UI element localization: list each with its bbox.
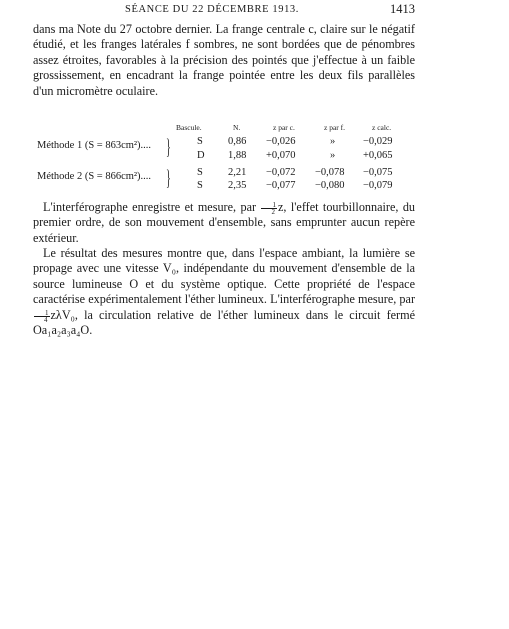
header-title: SÉANCE DU 22 DÉCEMBRE 1913. (125, 4, 299, 15)
header-bascule: Bascule. (176, 123, 202, 132)
fraction-numerator: 1 (34, 310, 50, 317)
row-3-z-par-c: −0,072 (266, 167, 296, 178)
row-1-z-par-f: » (330, 136, 336, 147)
row-1-z-par-c: −0,026 (266, 136, 296, 147)
method-1-label: Méthode 1 (S = 863cm²).... (37, 140, 152, 151)
row-2-z-calc: +0,065 (363, 150, 393, 161)
header-n: N. (233, 123, 241, 132)
row-3-n: 2,21 (228, 167, 247, 178)
running-header (33, 4, 415, 18)
row-1-z-calc: −0,029 (363, 136, 393, 147)
fraction-denominator: 4 (44, 315, 48, 324)
row-4-z-par-c: −0,077 (266, 180, 296, 191)
paragraph-3-end: zλV₀, la circulation relative de l'éther lumineux dans le circuit fermé Oa₁a₂a₃a₄O. (33, 307, 415, 338)
fraction-one-quarter (34, 310, 50, 323)
page-number: 1413 (390, 2, 415, 16)
brace-method-2: } (166, 165, 171, 190)
row-2-n: 1,88 (228, 150, 247, 161)
paragraph-2 (33, 200, 415, 246)
row-1-bascule: S (197, 136, 203, 147)
paragraph-2-start: L'interférographe enregistre et mesure, par (43, 200, 257, 214)
brace-method-1: } (166, 134, 171, 159)
row-3-bascule: S (197, 167, 203, 178)
header-z-par-c: z par c. (273, 123, 295, 132)
header-z-calc: z calc. (372, 123, 392, 132)
paragraph-1: dans ma Note du 27 octobre dernier. La frange centrale c, claire sur le négatif étudié, et les franges latérales f sombres, ne sont bordées que de pénombres assez étroites, favorables à la précision des pointés que j'effectue à un faible grossissement, en encadrant la frange pointée entre les deux fils parallèles d'un micromètre oculaire. (33, 22, 415, 98)
row-3-z-par-f: −0,078 (315, 167, 345, 178)
row-2-z-par-f: » (330, 150, 336, 161)
paragraph-2-end: z, l'effet tourbillonnaire, du premier ordre, de son mouvement d'ensemble, sans emprunter aucun repère extérieur. (33, 200, 416, 245)
fraction-denominator: 2 (271, 208, 275, 216)
row-4-bascule: S (197, 180, 203, 191)
row-1-n: 0,86 (228, 136, 247, 147)
fraction-numerator: 1 (261, 202, 277, 209)
row-3-z-calc: −0,075 (363, 167, 393, 178)
method-2-label: Méthode 2 (S = 866cm²).... (37, 171, 152, 182)
row-4-z-par-f: −0,080 (315, 180, 345, 191)
row-4-n: 2,35 (228, 180, 247, 191)
fraction-one-half (261, 202, 277, 215)
row-4-z-calc: −0,079 (363, 180, 393, 191)
header-z-par-f: z par f. (324, 123, 346, 132)
measurement-table (33, 123, 415, 193)
paragraph-3 (33, 246, 415, 338)
paragraph-3-start: Le résultat des mesures montre que, dans l'espace ambiant, la lumière se propage avec une vitesse V₀, indépendante du mouvement d'ensemble de la source lumineuse O et du système optique. Cette propriété de l'espace caractérise expérimentalement l'éther lumineux. L'interférographe mesure, par (33, 246, 415, 307)
row-2-z-par-c: +0,070 (266, 150, 296, 161)
row-2-bascule: D (197, 150, 205, 161)
